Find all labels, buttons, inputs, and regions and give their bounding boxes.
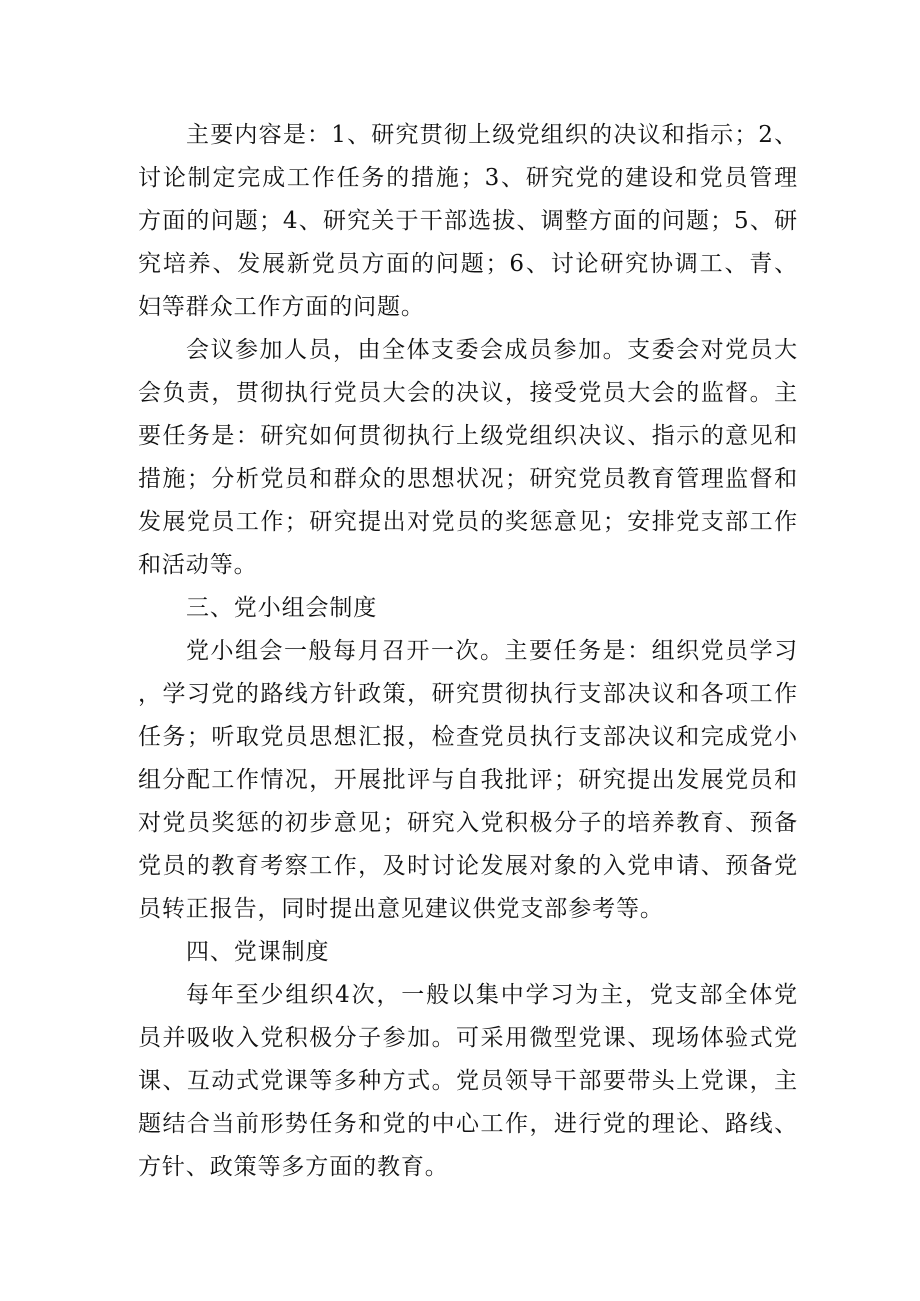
paragraph-meeting-participants: 会议参加人员，由全体支委会成员参加。支委会对党员大会负责，贯彻执行党员大会的决议，接受党员大会的监督。主要任务是：研究如何贯彻执行上级党组织决议、指示的意见和措施；分析党员和群众的思想状况；研究党员教育管理监督和发展党员工作；研究提出对党员的奖惩意见；安排党支部工作和活动等。 xyxy=(138,337,798,578)
document-body xyxy=(138,114,798,1189)
section-heading-party-group: 三、党小组会制度 xyxy=(186,595,378,621)
paragraph-meeting-content: 主要内容是：1、研究贯彻上级党组织的决议和指示；2、讨论制定完成工作任务的措施；3、研究党的建设和党员管理方面的问题；4、研究关于干部选拔、调整方面的问题；5、研究培养、发展新党员方面的问题；6、讨论研究协调工、青、妇等群众工作方面的问题。 xyxy=(138,122,798,320)
section-heading-party-lecture: 四、党课制度 xyxy=(186,939,330,965)
paragraph-party-group-meeting: 党小组会一般每月召开一次。主要任务是：组织党员学习，学习党的路线方针政策，研究贯彻执行支部决议和各项工作任务；听取党员思想汇报，检查党员执行支部决议和完成党小组分配工作情况，开展批评与自我批评；研究提出发展党员和对党员奖惩的初步意见；研究入党积极分子的培养教育、预备党员的教育考察工作，及时讨论发展对象的入党申请、预备党员转正报告，同时提出意见建议供党支部参考等。 xyxy=(138,638,798,922)
paragraph-party-lecture: 每年至少组织4次，一般以集中学习为主，党支部全体党员并吸收入党积极分子参加。可采用微型党课、现场体验式党课、互动式党课等多种方式。党员领导干部要带头上党课，主题结合当前形势任务和党的中心工作，进行党的理论、路线、方针、政策等多方面的教育。 xyxy=(138,982,798,1180)
